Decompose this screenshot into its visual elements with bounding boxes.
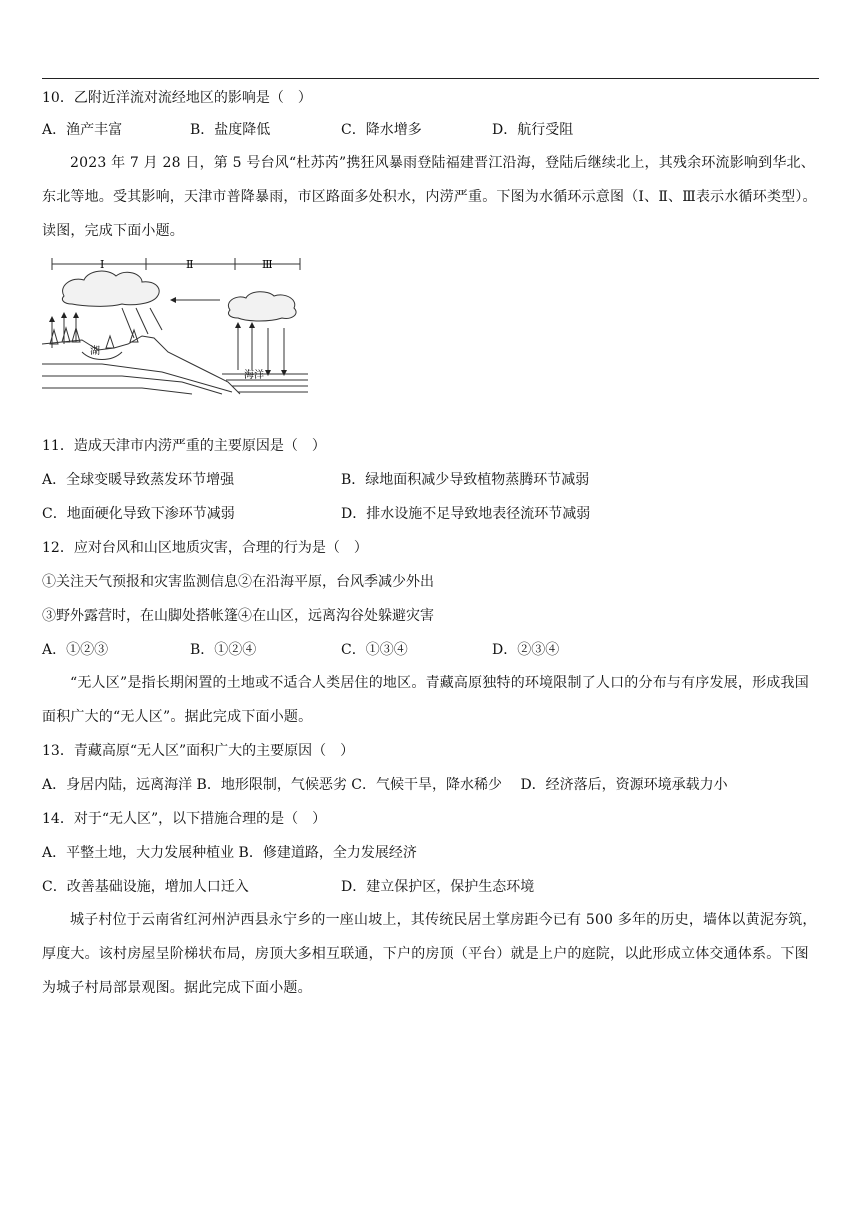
q10-option-c[interactable]: C．降水增多 bbox=[341, 122, 422, 138]
q13-options-row[interactable]: A．身居内陆，远离海洋 B．地形限制，气候恶劣 C．气候干旱，降水稀少 D．经济落后，资源环境承载力小 bbox=[42, 777, 728, 793]
lake-label: 湖 bbox=[90, 346, 100, 357]
header-rule bbox=[42, 78, 819, 79]
water-cycle-diagram bbox=[42, 252, 308, 400]
q10-option-a[interactable]: A．渔产丰富 bbox=[42, 122, 123, 138]
q11-option-a[interactable]: A．全球变暖导致蒸发环节增强 bbox=[42, 472, 235, 488]
material-typhoon-paragraph: 2023 年 7 月 28 日，第 5 号台风“杜苏芮”携狂风暴雨登陆福建晋江沿海，登陆后继续北上，其残余环流影响到华北、东北等地。受其影响，天津市普降暴雨，市区路面多处积水，内涝严重。下图为水循环示意图（Ⅰ、Ⅱ、Ⅲ表示水循环类型）。读图，完成下面小题。 bbox=[42, 155, 817, 239]
q10-option-b[interactable]: B．盐度降低 bbox=[190, 122, 271, 138]
material-no-man-land-paragraph: “无人区”是指长期闲置的土地或不适合人类居住的地区。青藏高原独特的环境限制了人口的分布与有序发展，形成我国面积广大的“无人区”。据此完成下面小题。 bbox=[42, 675, 809, 725]
question-13-stem: 13．青藏高原“无人区”面积广大的主要原因（ ） bbox=[42, 743, 355, 759]
cycle-label-2: Ⅱ bbox=[186, 258, 194, 271]
q14-options-row-1[interactable]: A．平整土地，大力发展种植业 B．修建道路，全力发展经济 bbox=[42, 845, 417, 861]
q12-option-c[interactable]: C．①③④ bbox=[341, 642, 408, 658]
q14-option-c[interactable]: C．改善基础设施，增加人口迁入 bbox=[42, 879, 249, 895]
q14-option-d[interactable]: D．建立保护区，保护生态环境 bbox=[341, 879, 535, 895]
material-chengzi-village-paragraph: 城子村位于云南省红河州泸西县永宁乡的一座山坡上，其传统民居土掌房距今已有 500 多年的历史，墙体以黄泥夯筑，厚度大。该村房屋呈阶梯状布局，房顶大多相互联通，下户的房顶（平台）就是上户的庭院，以此形成立体交通体系。下图为城子村局部景观图。据此完成下面小题。 bbox=[42, 912, 817, 996]
q12-option-d[interactable]: D．②③④ bbox=[492, 642, 560, 658]
q12-statements-line-1: ①关注天气预报和灾害监测信息②在沿海平原，台风季减少外出 bbox=[42, 574, 434, 590]
question-14-stem: 14．对于“无人区”，以下措施合理的是（ ） bbox=[42, 811, 327, 827]
q11-option-d[interactable]: D．排水设施不足导致地表径流环节减弱 bbox=[341, 506, 591, 522]
q11-option-b[interactable]: B．绿地面积减少导致植物蒸腾环节减弱 bbox=[341, 472, 590, 488]
q11-option-c[interactable]: C．地面硬化导致下渗环节减弱 bbox=[42, 506, 235, 522]
cycle-label-3: Ⅲ bbox=[262, 258, 273, 271]
question-11-stem: 11．造成天津市内涝严重的主要原因是（ ） bbox=[42, 438, 326, 454]
question-12-stem: 12．应对台风和山区地质灾害，合理的行为是（ ） bbox=[42, 540, 368, 556]
cycle-label-1: Ⅰ bbox=[100, 258, 105, 271]
q12-option-a[interactable]: A．①②③ bbox=[42, 642, 109, 658]
q12-statements-line-2: ③野外露营时，在山脚处搭帐篷④在山区，远离沟谷处躲避灾害 bbox=[42, 608, 434, 624]
q10-option-d[interactable]: D．航行受阻 bbox=[492, 122, 574, 138]
ocean-label: 海洋 bbox=[244, 370, 264, 381]
q12-option-b[interactable]: B．①②④ bbox=[190, 642, 257, 658]
question-10-stem: 10．乙附近洋流对流经地区的影响是（ ） bbox=[42, 90, 312, 106]
